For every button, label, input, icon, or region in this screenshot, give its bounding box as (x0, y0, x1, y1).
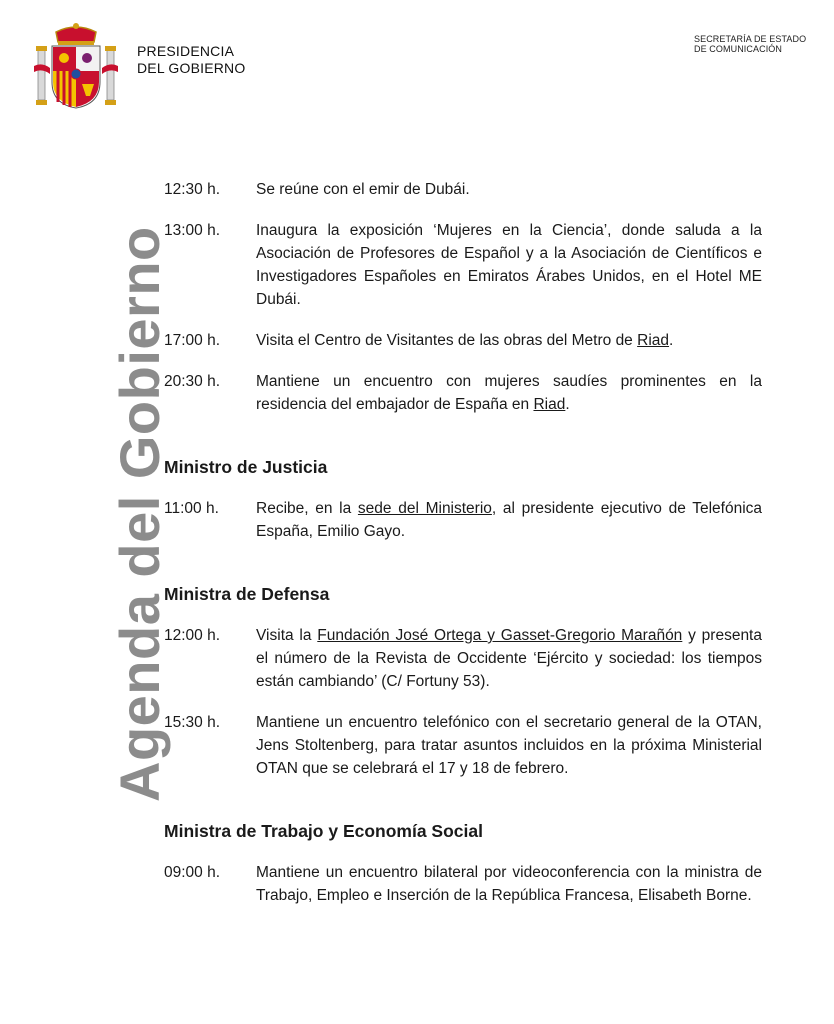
secretaria-line-1: SECRETARÍA DE ESTADO (694, 34, 807, 44)
sede-ministerio-link[interactable]: sede del Ministerio (357, 500, 492, 517)
entry-text-before: Visita la (256, 627, 318, 644)
agenda-content (164, 178, 762, 925)
section-heading-defensa: Ministra de Defensa (164, 584, 330, 604)
agenda-entry (164, 219, 762, 311)
agenda-entry (164, 497, 762, 543)
agenda-entry (164, 329, 762, 352)
org-line-1: PRESIDENCIA (137, 43, 235, 59)
entry-time: 12:30 h. (164, 181, 221, 198)
entry-text: Mantiene un encuentro telefónico con el secretario general de la OTAN, Jens Stoltenberg, para tratar asuntos incluidos en la próxima Ministerial OTAN que se celebrará el 17 y 18 de febrero. (256, 714, 762, 777)
entry-time: 09:00 h. (164, 864, 221, 881)
riad-link[interactable]: Riad (637, 332, 670, 349)
agenda-entry (164, 624, 762, 693)
agenda-entry (164, 178, 762, 201)
fundacion-link[interactable]: Fundación José Ortega y Gasset-Gregorio Marañón (317, 627, 683, 644)
section-heading-justicia: Ministro de Justicia (164, 457, 328, 477)
entry-text-before: Recibe, en la (256, 500, 358, 517)
coat-of-arms-logo (34, 22, 118, 110)
entry-text (256, 370, 762, 416)
entry-time: 17:00 h. (164, 332, 221, 349)
entry-text: Inaugura la exposición ‘Mujeres en la Ciencia’, donde saluda a la Asociación de Profesores de Español y a la Asociación de Científicos e Investigadores Españoles en Emiratos Árabes Unidos, en el Hotel ME Dubái. (256, 222, 762, 308)
entry-text (256, 329, 762, 352)
org-line-2: DEL GOBIERNO (137, 60, 246, 76)
entry-text: Se reúne con el emir de Dubái. (256, 181, 470, 198)
organization-name (137, 43, 245, 77)
section-heading-trabajo: Ministra de Trabajo y Economía Social (164, 821, 483, 841)
entry-time: 20:30 h. (164, 373, 221, 390)
agenda-entry (164, 711, 762, 780)
vertical-title: Agenda del Gobierno (108, 226, 171, 802)
agenda-entry (164, 861, 762, 907)
entry-text-after: y presenta el número de la Revista de Occidente ‘Ejército y sociedad: los tiempos están cambiando’ (C/ Fortuny 53). (256, 627, 762, 690)
entry-time: 13:00 h. (164, 222, 221, 239)
entry-time: 15:30 h. (164, 714, 221, 731)
entry-text-after: , al presidente ejecutivo de Telefónica España, Emilio Gayo. (256, 500, 763, 540)
entry-text (256, 624, 762, 693)
entry-text-after: . (565, 396, 570, 413)
riad-link[interactable]: Riad (533, 396, 566, 413)
entry-text-after: . (669, 332, 674, 349)
entry-text-before: Visita el Centro de Visitantes de las obras del Metro de (256, 332, 638, 349)
entry-text-before: Mantiene un encuentro con mujeres saudíes prominentes en la residencia del embajador de España en (256, 373, 762, 413)
secretaria-line-2: DE COMUNICACIÓN (694, 44, 783, 54)
entry-time: 11:00 h. (164, 500, 219, 517)
secretaria-name (694, 34, 806, 54)
agenda-entry (164, 370, 762, 416)
entry-text: Mantiene un encuentro bilateral por videoconferencia con la ministra de Trabajo, Empleo e Inserción de la República Francesa, Elisabeth Borne. (256, 864, 762, 904)
entry-time: 12:00 h. (164, 627, 221, 644)
entry-text (256, 497, 762, 543)
